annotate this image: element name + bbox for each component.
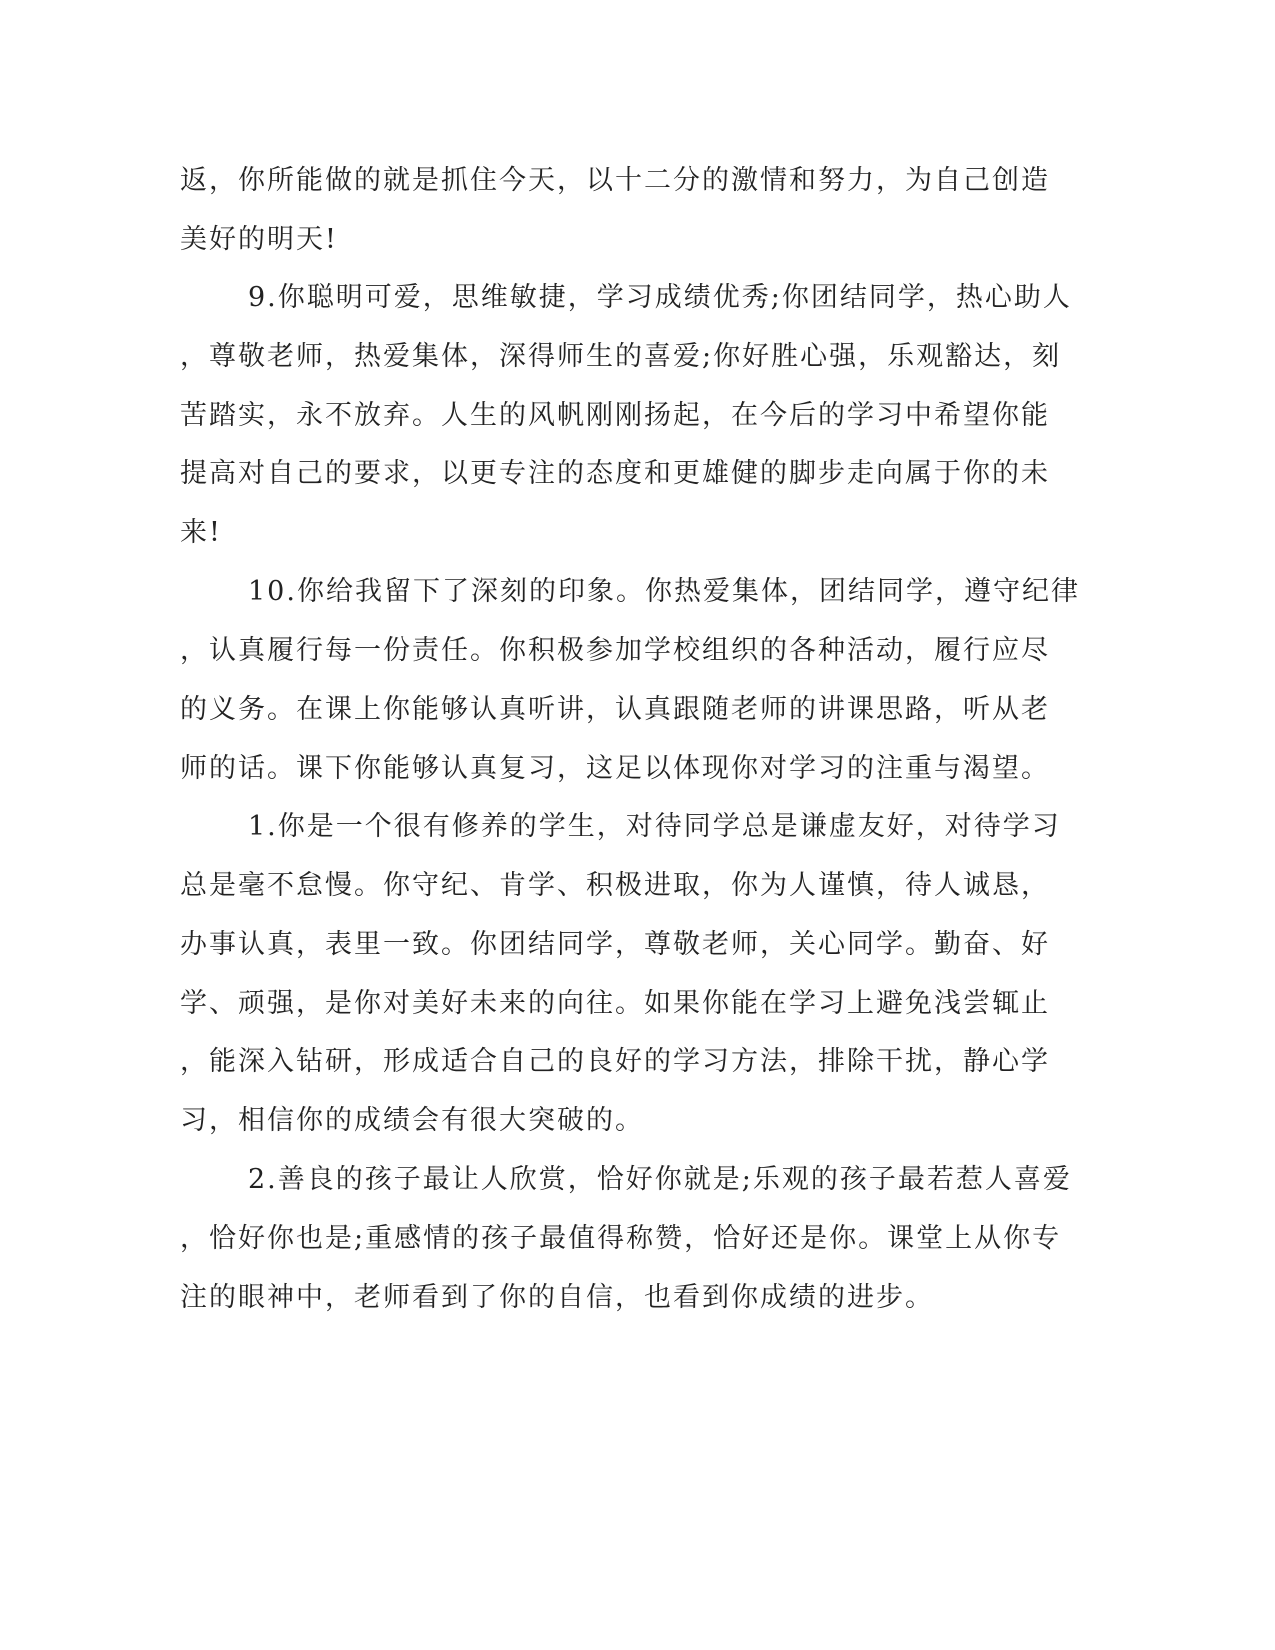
text-line: 返，你所能做的就是抓住今天，以十二分的激情和努力，为自己创造 <box>180 165 1050 196</box>
text-line: 9.你聪明可爱，思维敏捷，学习成绩优秀;你团结同学，热心助人 <box>248 282 1072 313</box>
text-line: 总是毫不怠慢。你守纪、肯学、积极进取，你为人谨慎，待人诚恳， <box>180 870 1050 901</box>
text-line: ，恰好你也是;重感情的孩子最值得称赞，恰好还是你。课堂上从你专 <box>180 1223 1062 1254</box>
text-line: 10.你给我留下了深刻的印象。你热爱集体，团结同学，遵守纪律 <box>248 576 1080 607</box>
text-line: 2.善良的孩子最让人欣赏，恰好你就是;乐观的孩子最若惹人喜爱 <box>248 1164 1072 1195</box>
text-line: 美好的明天! <box>180 224 338 255</box>
text-line: ，能深入钻研，形成适合自己的良好的学习方法，排除干扰，静心学 <box>180 1046 1050 1077</box>
text-line: 注的眼神中，老师看到了你的自信，也看到你成绩的进步。 <box>180 1282 934 1313</box>
text-line: 苦踏实，永不放弃。人生的风帆刚刚扬起，在今后的学习中希望你能 <box>180 400 1050 431</box>
text-line: 来! <box>180 517 222 548</box>
text-line: ，认真履行每一份责任。你积极参加学校组织的各种活动，履行应尽 <box>180 635 1050 666</box>
text-line: 办事认真，表里一致。你团结同学，尊敬老师，关心同学。勤奋、好 <box>180 929 1050 960</box>
text-line: 习，相信你的成绩会有很大突破的。 <box>180 1105 644 1136</box>
text-line: 师的话。课下你能够认真复习，这足以体现你对学习的注重与渴望。 <box>180 753 1050 784</box>
text-line: 提高对自己的要求，以更专注的态度和更雄健的脚步走向属于你的未 <box>180 458 1050 489</box>
text-line: 学、顽强，是你对美好未来的向往。如果你能在学习上避免浅尝辄止 <box>180 988 1050 1019</box>
text-line: 1.你是一个很有修养的学生，对待同学总是谦虚友好，对待学习 <box>248 811 1061 842</box>
text-line: ，尊敬老师，热爱集体，深得师生的喜爱;你好胜心强，乐观豁达，刻 <box>180 341 1062 372</box>
text-line: 的义务。在课上你能够认真听讲，认真跟随老师的讲课思路，听从老 <box>180 694 1050 725</box>
